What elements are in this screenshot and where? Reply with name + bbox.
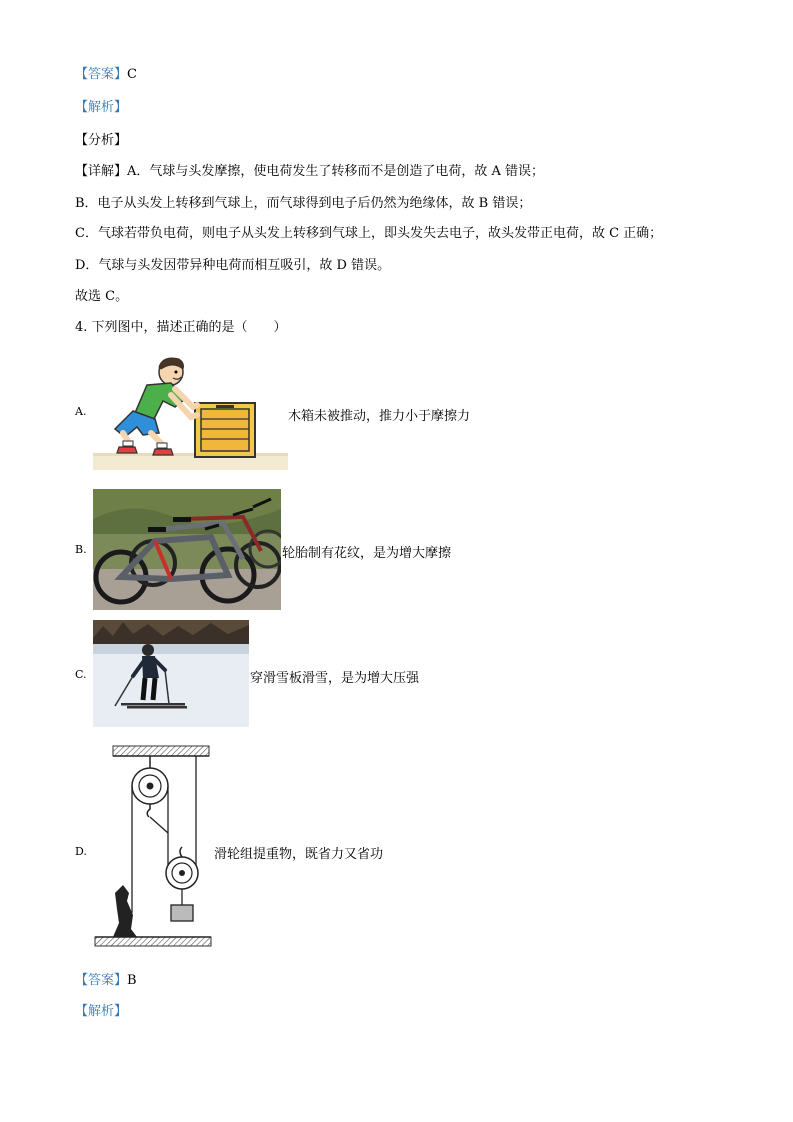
option-c-text: 穿滑雪板滑雪，是为增大压强 [250, 671, 420, 686]
option-a-letter: A. [75, 405, 87, 418]
q3-answer-line [75, 66, 137, 84]
fenxi-label: 【分析】 [75, 133, 128, 148]
conclusion-line: 故选 C。 [75, 289, 129, 304]
option-b-letter: B. [75, 543, 87, 556]
answer-label: 【答案】 [75, 973, 128, 988]
option-c-letter: C. [75, 668, 87, 681]
analysis-label: 【解析】 [75, 100, 128, 115]
pulley-system-diagram [93, 743, 213, 948]
detail-line-a [75, 163, 544, 181]
answer-value: C [127, 67, 137, 82]
q4-answer-line [75, 972, 137, 990]
option-d-letter: D. [75, 845, 87, 858]
detail-label: 【详解】 [75, 164, 128, 179]
q4-stem: 4. 下列图中，描述正确的是（ ） [75, 320, 287, 335]
answer-label: 【答案】 [75, 67, 128, 82]
detail-a-text: A．气球与头发摩擦，使电荷发生了转移而不是创造了电荷，故 A 错误； [127, 164, 545, 179]
detail-line-c: C．气球若带负电荷，则电子从头发上转移到气球上，即头发失去电子，故头发带正电荷，故 C 正确； [75, 226, 663, 241]
option-a-text: 木箱未被推动，推力小于摩擦力 [288, 409, 471, 424]
detail-line-d: D．气球与头发因带异种电荷而相互吸引，故 D 错误。 [75, 258, 391, 273]
detail-line-b: B．电子从头发上转移到气球上，而气球得到电子后仍然为绝缘体，故 B 错误； [75, 196, 532, 211]
pushing-box-image [93, 355, 288, 470]
analysis-label: 【解析】 [75, 1004, 128, 1019]
skier-photo [93, 620, 249, 727]
option-d-text: 滑轮组提重物，既省力又省功 [214, 847, 384, 862]
option-b-text: 轮胎制有花纹，是为增大摩擦 [282, 546, 452, 561]
bicycles-photo [93, 489, 281, 610]
answer-value: B [127, 973, 137, 988]
